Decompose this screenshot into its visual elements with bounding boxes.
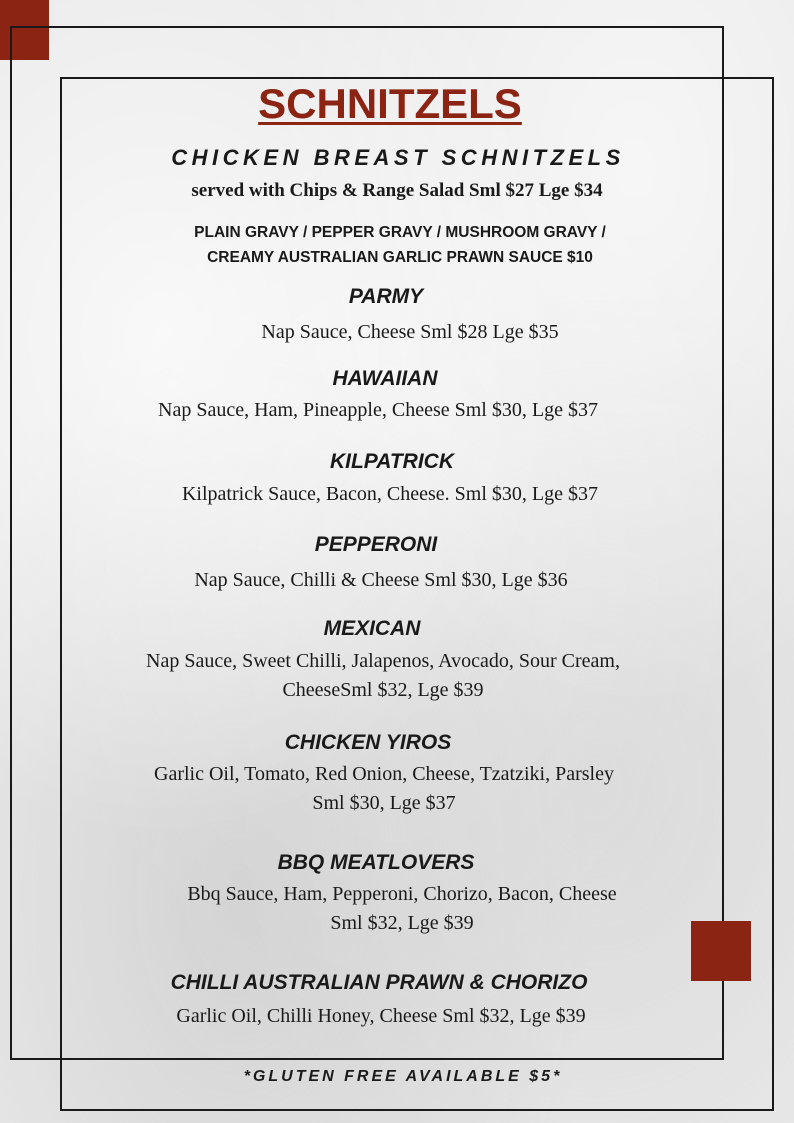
menu-item-desc bbox=[0, 880, 794, 938]
menu-item-desc-line: CheeseSml $32, Lge $39 bbox=[282, 679, 484, 701]
menu-item-name: MEXICAN bbox=[323, 617, 421, 640]
menu-item-desc-line: Sml $30, Lge $37 bbox=[312, 792, 456, 814]
gluten-free-note: *GLUTEN FREE AVAILABLE $5* bbox=[243, 1068, 563, 1085]
menu-title: SCHNITZELS bbox=[258, 80, 522, 127]
menu-item-desc-line: Sml $32, Lge $39 bbox=[330, 912, 474, 934]
menu-subtitle: CHICKEN BREAST SCHNITZELS bbox=[171, 145, 625, 170]
sauce-options-line: PLAIN GRAVY / PEPPER GRAVY / MUSHROOM GRAVY / bbox=[194, 224, 606, 241]
served-with-line: served with Chips & Range Salad Sml $27 Lge $34 bbox=[191, 180, 603, 201]
menu-item-desc bbox=[0, 647, 766, 705]
menu-item-desc-line: Garlic Oil, Tomato, Red Onion, Cheese, Tzatziki, Parsley bbox=[154, 763, 614, 785]
menu-item-desc: Garlic Oil, Chilli Honey, Cheese Sml $32, Lge $39 bbox=[176, 1005, 586, 1027]
menu-item-desc bbox=[0, 760, 768, 818]
menu-item-name: PARMY bbox=[348, 285, 424, 308]
menu-item-name: CHILLI AUSTRALIAN PRAWN & CHORIZO bbox=[170, 971, 588, 994]
menu-item-desc: Nap Sauce, Ham, Pineapple, Cheese Sml $30, Lge $37 bbox=[158, 399, 598, 421]
menu-item-desc-line: Bbq Sauce, Ham, Pepperoni, Chorizo, Bacon, Cheese bbox=[187, 883, 617, 905]
menu-item-name: PEPPERONI bbox=[314, 533, 438, 556]
menu-item-desc: Kilpatrick Sauce, Bacon, Cheese. Sml $30, Lge $37 bbox=[181, 483, 598, 505]
menu-item-name: BBQ MEATLOVERS bbox=[277, 851, 475, 874]
menu-item-name: CHICKEN YIROS bbox=[284, 731, 452, 754]
menu-item-desc: Nap Sauce, Cheese Sml $28 Lge $35 bbox=[261, 321, 559, 343]
menu-item-name: KILPATRICK bbox=[329, 450, 455, 473]
menu-item-desc: Nap Sauce, Chilli & Cheese Sml $30, Lge $36 bbox=[194, 569, 568, 591]
sauce-options-line: CREAMY AUSTRALIAN GARLIC PRAWN SAUCE $10 bbox=[207, 249, 593, 266]
menu-item-desc-line: Nap Sauce, Sweet Chilli, Jalapenos, Avocado, Sour Cream, bbox=[146, 650, 620, 672]
sauce-options bbox=[0, 220, 794, 270]
menu-item-name: HAWAIIAN bbox=[332, 367, 438, 390]
